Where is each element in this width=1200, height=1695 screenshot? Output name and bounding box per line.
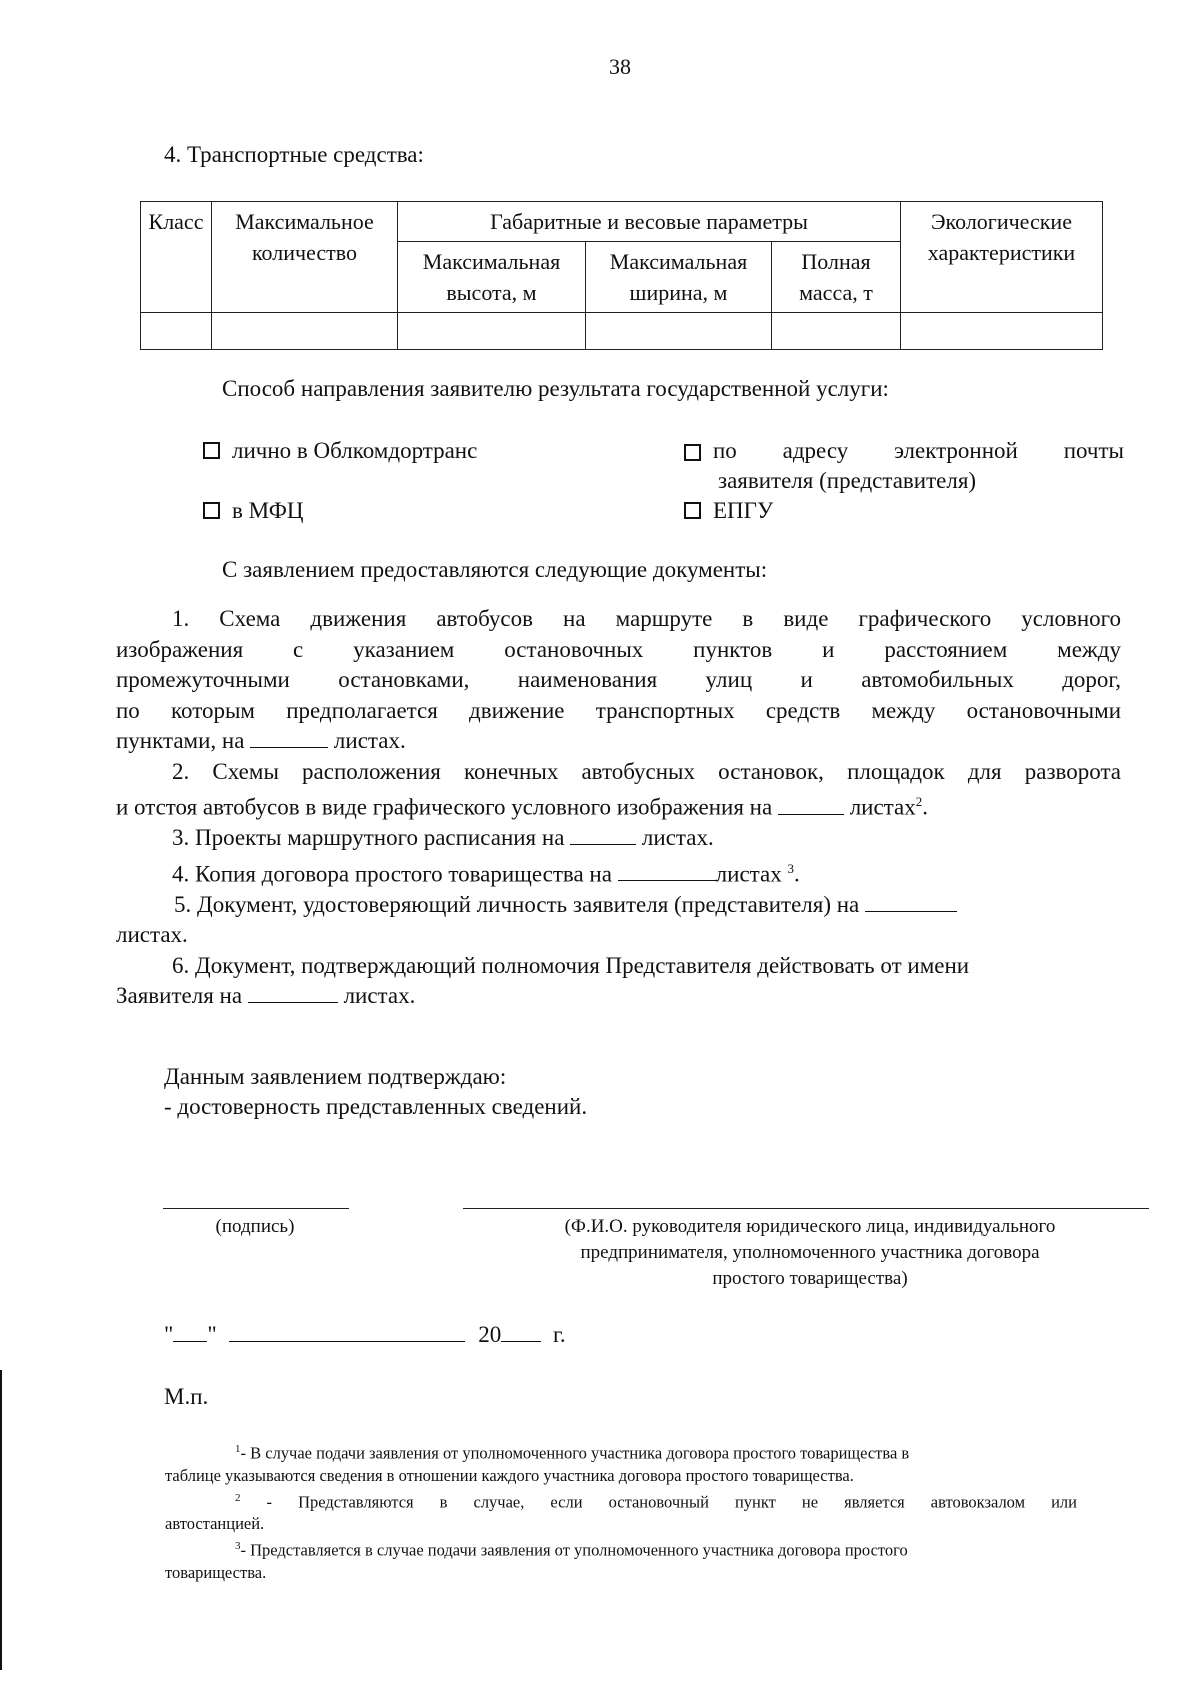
document-item-1: 1. Схема движения автобусов на маршруте в виде графического условного изображения с указанием остановочных пунктов и расстоянием между промежуточными остановками, наименования улиц и автомобильных дорог, по которым предполагается движение транспортных средств между остановочными пунктами, на листах. <box>116 606 1121 753</box>
col-max-height-header: Максимальная высота, м <box>398 242 586 313</box>
table-cell[interactable] <box>586 313 772 350</box>
document-item-5: 5. Документ, удостоверяющий личность заявителя (представителя) на листах. <box>116 890 1121 951</box>
checkbox-icon[interactable] <box>203 502 220 519</box>
checkbox-icon[interactable] <box>684 444 701 461</box>
page-number: 38 <box>609 54 631 79</box>
signature-caption: (подпись) <box>215 1216 295 1237</box>
name-line[interactable] <box>463 1208 1149 1209</box>
col-class-header: Класс <box>141 202 212 313</box>
table-cell[interactable] <box>141 313 212 350</box>
footnote-3: $^3$- Представляется в случае подачи заявления от уполномоченного участника договора простого товарищества. <box>165 1540 908 1582</box>
delivery-heading: Способ направления заявителю результата государственной услуги: <box>222 376 889 401</box>
pages-count-field[interactable] <box>778 796 844 815</box>
day-field[interactable] <box>173 1323 207 1342</box>
option-email[interactable]: по адресу электронной почты заявителя (представителя) <box>684 436 1124 496</box>
col-eco-header: Экологические характеристики <box>901 202 1103 313</box>
col-max-width-header: Максимальная ширина, м <box>586 242 772 313</box>
footnote-2: $^2$ - Представляются в случае, если остановочный пункт не является автовокзалом или автостанцией. <box>165 1491 1077 1533</box>
option-mfc[interactable]: в МФЦ <box>203 496 304 526</box>
name-caption: (Ф.И.О. руководителя юридического лица, индивидуального предпринимателя, уполномоченного участника договора простого товарищества) <box>564 1216 1056 1289</box>
table-cell[interactable] <box>398 313 586 350</box>
document-item-6: 6. Документ, подтверждающий полномочия Представителя действовать от имени Заявителя на листах. <box>116 952 970 1009</box>
documents-list <box>116 604 1121 1012</box>
pages-count-field[interactable] <box>570 826 636 845</box>
col-total-mass-header: Полная масса, т <box>772 242 901 313</box>
table-row <box>141 313 1103 350</box>
document-item-3: 3. Проекты маршрутного расписания на листах. <box>172 825 714 851</box>
documents-heading: С заявлением предоставляются следующие документы: <box>222 557 768 582</box>
col-dims-group-header: Габаритные и весовые параметры <box>398 202 901 242</box>
option-epgu[interactable]: ЕПГУ <box>684 496 773 526</box>
stamp-label: М.п. <box>164 1384 209 1409</box>
confirmation: Данным заявлением подтверждаю: - достоверность представленных сведений. <box>164 1064 588 1119</box>
document-item-4: 4. Копия договора простого товарищества на листах $^3$. <box>172 860 800 887</box>
month-field[interactable] <box>229 1323 465 1342</box>
pages-count-field[interactable] <box>248 984 338 1003</box>
checkbox-icon[interactable] <box>684 502 701 519</box>
pages-count-field[interactable] <box>250 729 328 748</box>
section-title: 4. Транспортные средства: <box>164 142 424 167</box>
vehicle-table <box>140 201 1103 350</box>
pages-count-field[interactable] <box>618 862 716 881</box>
option-personal[interactable]: лично в Облкомдортранс <box>203 436 477 466</box>
table-cell[interactable] <box>772 313 901 350</box>
table-cell[interactable] <box>901 313 1103 350</box>
footnote-1: $^1$- В случае подачи заявления от уполномоченного участника договора простого товарищества в таблице указываются сведения в отношении каждого участника договора простого товарищества. <box>165 1443 910 1485</box>
date-line: " " 20 г. <box>164 1322 566 1347</box>
checkbox-icon[interactable] <box>203 442 220 459</box>
year-field[interactable] <box>501 1323 541 1342</box>
footnotes <box>165 1438 1077 1584</box>
table-cell[interactable] <box>212 313 398 350</box>
pages-count-field[interactable] <box>865 893 957 912</box>
document-item-2: 2. Схемы расположения конечных автобусных остановок, площадок для разворота и отстоя автобусов в виде графического условного изображения на листах$^2$. <box>116 758 1121 820</box>
scan-edge <box>0 1370 2 1670</box>
col-max-qty-header: Максимальное количество <box>212 202 398 313</box>
signature-line[interactable] <box>163 1208 349 1209</box>
